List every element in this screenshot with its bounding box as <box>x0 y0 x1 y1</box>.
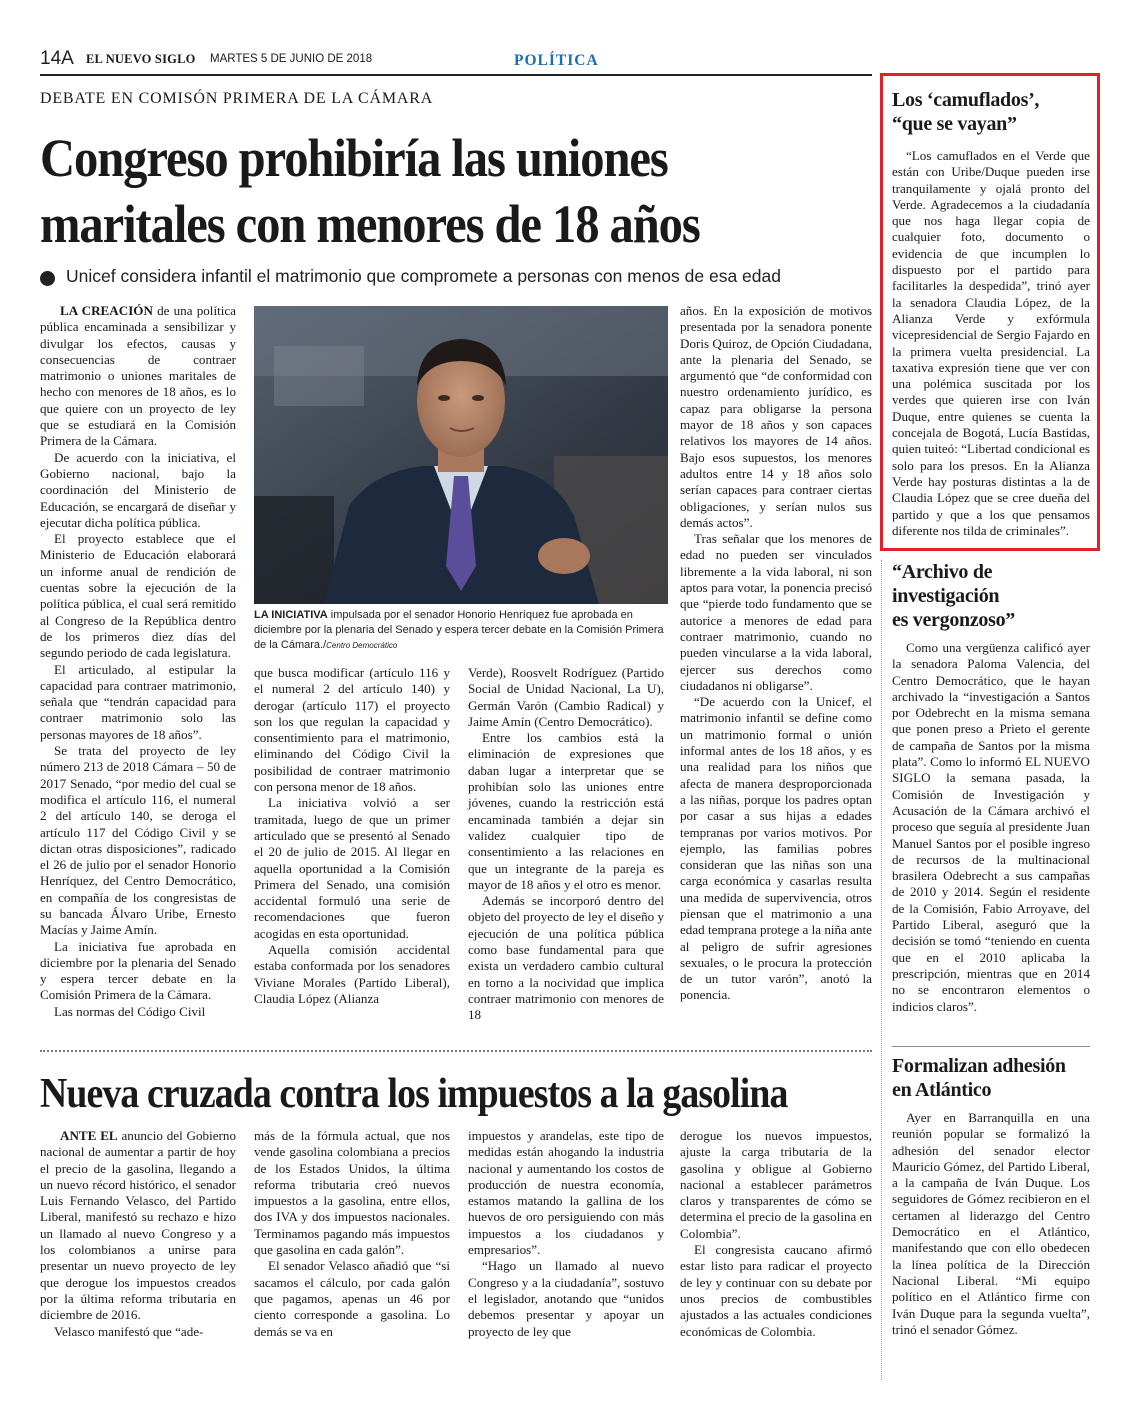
paragraph: Como una vergüenza calificó ayer la senadora Paloma Valencia, del Centro Democrático, que le hayan archivado la “investigación a Santos por Odebrecht en la misma semana que ponen preso a Prieto el gerente de campaña de Santos por la misma plata”. Como lo informó EL NUEVO SIGLO la semana pasada, la Comisión de Investigación y Acusación de la Cámara archivó el proceso que seguía al presidente Juan Manuel Santos por el posible ingreso de recursos de la multinacional brasilera Odebrecht a sus campañas de 2010 y 2014. Según el residente de la Comisión, Fabio Arroyave, del Partido Liberal, aseguró que la decisión se tomó “teniendo en cuenta que en el 2010 aplicaba la prescripción, mientras que en 2014 no se encontraron elementos o indicios claros”. <box>892 640 1090 1014</box>
story-divider <box>40 1050 872 1052</box>
story-kicker: DEBATE EN COMISÓN PRIMERA DE LA CÁMARA <box>40 90 434 107</box>
paragraph: años. En la exposición de motivos presentada por la senadora ponente Doris Quiroz, de Opción Ciudadana, ante la plenaria del Senado, se argumentó que “de conformidad con nuestro ordenamiento jurídico, es capaz para obligarse la persona mayor de 18 años y son capaces relativos los mayores de 14 años. Bajo esos supuestos, los menores adultos entre 14 y 18 años solo serían capaces para contraer ciertas obligaciones, y serían nulos sus demás actos”. <box>680 303 872 530</box>
sidebar-rule <box>892 1046 1090 1047</box>
paragraph: “De acuerdo con la Unicef, el matrimonio infantil se define como un matrimonio formal o unión informal antes de los 18 años, y es una realidad para los niños que afecta de manera desproporcionada a las niñas, porque los padres optan por casar a sus hijas a edades tempranas por varios motivos. Por ejemplo, las familias pobres consideran que las niñas son una carga económica y casarlas resulta una medida de supervivencia, otros piensan que el matrimonio a una edad temprana protege a la niña ante al peligro de sufrir agresiones sexuales, o le procura la protección de un tutor varón”, anotó la ponencia. <box>680 694 872 1003</box>
photo-credit: Centro Democrático <box>326 641 398 650</box>
paragraph: Aquella comisión accidental estaba conformada por los senadores Viviane Morales (Partido Liberal), Claudia López (Alianza <box>254 942 450 1006</box>
paragraph: Entre los cambios está la eliminación de expresiones que daban lugar a interpretar que se prohibían solo las uniones entre jóvenes, cuando la restricción está encaminada también a dejar sin validez cualquier tipo de consentimiento a las relaciones en que un integrante de la pareja es mayor de 18 años y el otro es menor. <box>468 730 664 892</box>
paragraph: más de la fórmula actual, que nos vende gasolina colombiana a precios de los Estados Unidos, la última reforma tributaria creó nuevos impuestos a la gasolina, entre ellos, dos IVA y dos impuestos nacionales. Terminamos pagando más impuestos que gasolina en cada galón”. <box>254 1128 450 1258</box>
masthead <box>40 48 872 76</box>
second-column-2 <box>254 1128 450 1340</box>
sidebar-divider <box>881 560 882 1380</box>
issue-date: MARTES 5 DE JUNIO DE 2018 <box>210 53 373 65</box>
sidebar-text-2 <box>892 640 1090 1015</box>
lead-headline <box>40 125 796 257</box>
story-photo <box>254 306 668 604</box>
paragraph: El articulado, al estipular la capacidad para contraer matrimonio, señala que “tendrán capacidad para contraer matrimonio solo las personas mayores de 18 años”. <box>40 661 236 742</box>
paragraph: La iniciativa fue aprobada en diciembre por la plenaria del Senado y espera tercer debate en la Comisión Primera de la Cámara. <box>40 938 236 1003</box>
second-column-4 <box>680 1128 872 1340</box>
paragraph: El proyecto establece que el Ministerio de Educación elaborará un informe anual de rendición de cuentas sobre la ejecución de la política pública, el cual será remitido al Congreso de la República dentro de los primeros diez días del segundo periodo de cada legislatura. <box>40 531 236 661</box>
lead-column-2 <box>254 665 450 1007</box>
paragraph: Tras señalar que los menores de edad no pueden ser vinculados libremente a la vida laboral, ni son aptos para votar, la ponencia precisó que “pierde todo fundamento que se autorice a menores de edad para contraer matrimonio, cuando no pueden vincularse a la vida laboral, ejercer sus derechos como ciudadanos ni obligarse”. <box>680 531 872 693</box>
paragraph: ANTE EL anuncio del Gobierno nacional de aumentar a partir de hoy el precio de la gasolina, llegando a un nuevo récord histórico, el senador Luis Fernando Velasco, del Partido Liberal, manifestó su rechazo e hizo un llamado al nuevo Congreso y a los colombianos a unirse para presentar un nuevo proyecto de ley que derogue los impuestos creados por la última reforma tributaria en diciembre de 2016. <box>40 1128 237 1323</box>
second-column-1 <box>40 1128 236 1340</box>
paragraph: El senador Velasco añadió que “si sacamos el cálculo, por cada galón que pagamos, apenas un 46 por ciento corresponde a gasolina. Lo demás se va en <box>254 1258 450 1339</box>
paragraph: “Los camuflados en el Verde que están con Uribe/Duque pueden irse tranquilamente y ojalá pronto del Verde. Agradecemos a la ciudadanía que nos haga llegar copia de cualquier foto, documento o evidencia de que incumplen lo dispuesto por el partido para facilitarles la despedida”, trinó ayer la senadora Claudia López, de la Alianza Verde y exfórmula vicepresidencial de Sergio Fajardo en la primera vuelta presidencial. La taxativa expresión tiene que ver con una polémica suscitada por los verdes que quieren irse con Iván Duque, entre quienes se cuenta la concejala de Bogotá, Lucía Bastidas, quien tuiteó: “Libertad condicional es solo para los presos. En la Alianza Verde hay posturas distintas a la de Claudia López que se cree dueña del partido y que a los que pensamos diferente nos tilda de criminales”. <box>892 148 1090 538</box>
lead-headline-line-1: Congreso prohibiría las uniones <box>40 128 668 188</box>
paragraph: Ayer en Barranquilla en una reunión popular se formalizó la adhesión del senador elector Mauricio Gómez, del Partido Liberal, a la campaña de Iván Duque. Los seguidores de Gómez recibieron en el certamen al liderazgo del Centro Democrático en el Atlántico, manifestando que con ello obedecen la línea política de la Dirección Nacional Liberal. “Mi equipo político en el Atlántico firme con Iván Duque para la segunda vuelta”, trinó el senador Gómez. <box>892 1110 1090 1337</box>
paragraph: De acuerdo con la iniciativa, el Gobierno nacional, bajo la coordinación del Ministerio de Educación, se encargará de diseñar y ejecutar dicha política pública. <box>40 449 236 530</box>
paragraph: impuestos y arandelas, este tipo de medidas están ahogando la industria nacional y aumentando los costos de producción de nuestra economía, estamos matando la gallina de los huevos de oro persiguiendo con más impuestos a los ciudadanos y empresarios”. <box>468 1128 664 1258</box>
lead-subhead: Unicef considera infantil el matrimonio que compromete a personas con menos de esa edad <box>66 266 781 286</box>
paragraph: Verde), Roosvelt Rodríguez (Partido Social de Unidad Nacional, La U), Germán Varón (Cambio Radical) y Jaime Amín (Centro Democrático). <box>468 665 664 729</box>
lead-word: ANTE EL <box>60 1128 118 1143</box>
caption-label: LA INICIATIVA <box>254 609 328 621</box>
sidebar-text-3 <box>892 1110 1090 1338</box>
paragraph: derogue los nuevos impuestos, ajuste la carga tributaria de la gasolina y obligue al Gobierno nacional a establecer parámetros claros y transparentes de cómo se determina el precio de la gasolina en Colombia”. <box>680 1128 872 1241</box>
sidebar-headline-1: Los ‘camuflados’, “que se vayan” <box>892 89 1040 135</box>
page-number: 14A <box>40 48 74 69</box>
paragraph: El congresista caucano afirmó estar listo para radicar el proyecto de ley y continuar con su debate por unos precios de combustibles ajustados a las actuales condiciones económicas de Colombia. <box>680 1242 872 1339</box>
sidebar-headline-3: Formalizan adhesión en Atlántico <box>892 1055 1066 1101</box>
paragraph: Se trata del proyecto de ley número 213 de 2018 Cámara – 50 de 2017 Senado, “por medio del cual se modifica el artículo 116, el numeral 2 del artículo 140, se deroga el artículo 117 del Código Civil y se dictan otras disposiciones”, radicado el 26 de julio por el senador Honorio Henríquez, del Centro Democrático, en compañía de los congresistas de su bancada Álvaro Uribe, Ernesto Macías y Jaime Amín. <box>40 743 236 938</box>
sidebar-text-1 <box>892 148 1090 539</box>
section-name: POLÍTICA <box>514 52 599 69</box>
paragraph: Además se incorporó dentro del objeto del proyecto de ley el diseño y ejecución de una política pública como base fundamental para que exista un verdadero cambio cultural en torno a la nocividad que implica contraer matrimonio con menores de 18 <box>468 893 664 1023</box>
subhead-bullet-icon <box>40 271 55 286</box>
second-headline: Nueva cruzada contra los impuestos a la gasolina <box>40 1071 788 1117</box>
paragraph: Velasco manifestó que “ade- <box>54 1323 204 1339</box>
lead-column-4 <box>680 303 872 1004</box>
paragraph: que busca modificar (artículo 116 y el numeral 2 del artículo 140) y derogar (artículo 117) el proyecto son los que regulan la capacidad y consentimiento para el matrimonio, eliminando del Código Civil la posibilidad de contraer matrimonio con persona menor de 18 años. <box>254 665 450 795</box>
lead-column-1 <box>40 303 236 1020</box>
paper-name: EL NUEVO SIGLO <box>86 52 196 66</box>
lead-word: LA CREACIÓN <box>60 303 153 318</box>
second-column-3 <box>468 1128 664 1340</box>
paragraph: “Hago un llamado al nuevo Congreso y a la ciudadanía”, sostuvo el legislador, anotando que “unidos debemos presentar y apoyar un proyecto de ley que <box>468 1258 664 1339</box>
lead-headline-line-2: maritales con menores de 18 años <box>40 194 700 254</box>
paragraph: La iniciativa volvió a ser tramitada, luego de que un primer articulado que se presentó al Senado el 20 de julio de 2015. Al llegar en aquella oportunidad a la Comisión Primera del Senado, una comisión accidental formuló una serie de recomendaciones que fueron acogidas en esta oportunidad. <box>254 795 450 941</box>
caption-text: impulsada por el senador Honorio Henríquez fue aprobada en diciembre por la plenaria del Senado y espera tercer debate en la Comisión Primera de la Cámara./ <box>254 609 664 651</box>
paragraph: Las normas del Código Civil <box>54 1003 206 1019</box>
paragraph: LA CREACIÓN de una política pública encaminada a sensibilizar y divulgar los efectos, causas y consecuencias de contraer matrimonio o uniones maritales de hecho con menores de 18 años, es lo que quiere con un proyecto de ley que se estudiará en la Comisión Primera de la Cámara. <box>40 303 236 449</box>
lead-column-3 <box>468 665 664 1024</box>
photo-caption <box>254 608 668 653</box>
sidebar-headline-2: “Archivo de investigación es vergonzoso” <box>892 561 1015 631</box>
senator-photo-icon <box>254 306 668 604</box>
